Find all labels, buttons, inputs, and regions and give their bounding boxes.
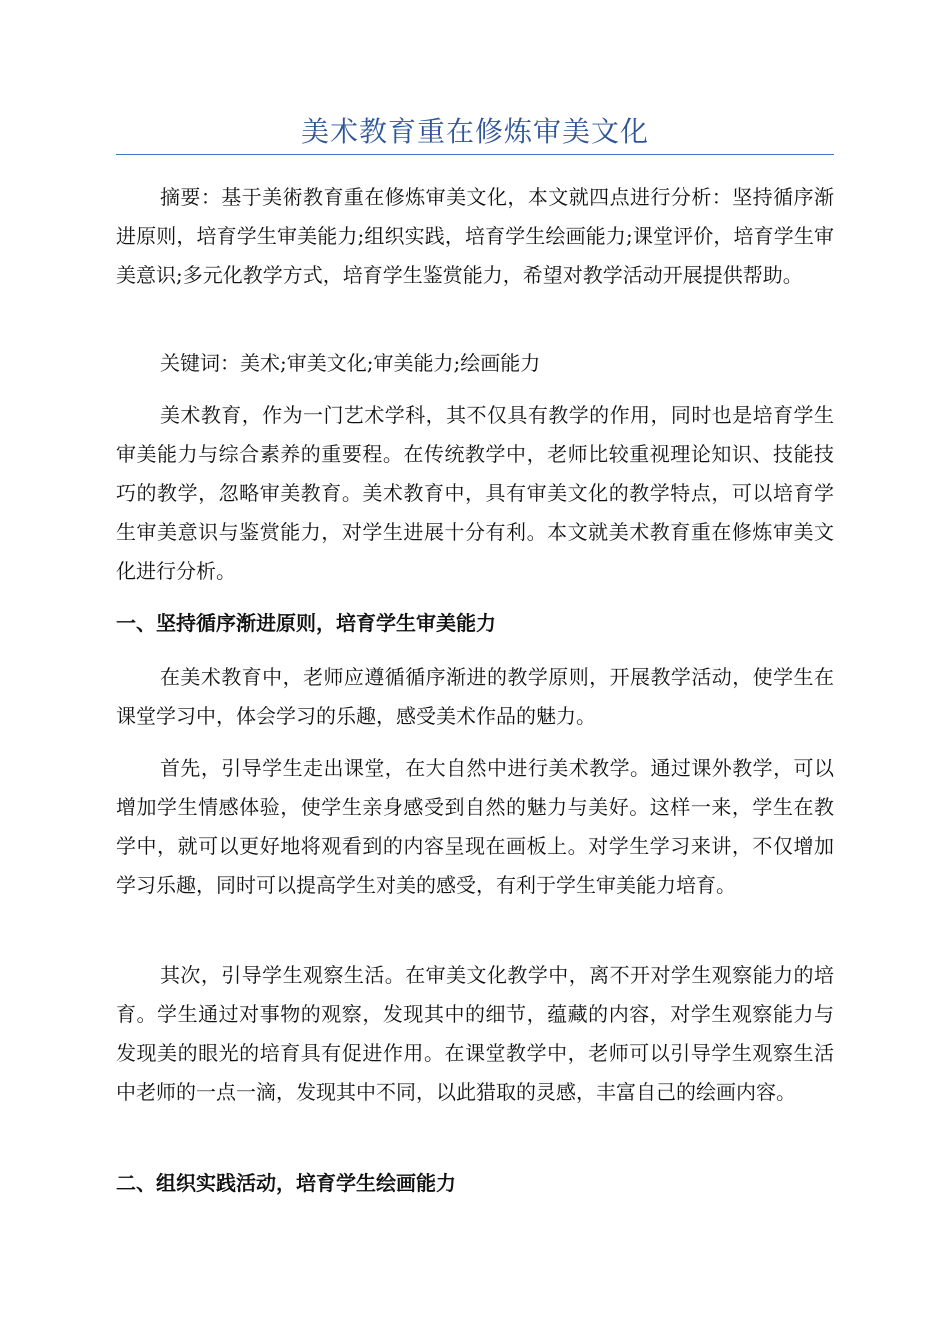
document-title: 美术教育重在修炼审美文化 [300, 115, 649, 148]
section-1-paragraph-2: 首先，引导学生走出课堂，在大自然中进行美术教学。通过课外教学，可以增加学生情感体验，使学生亲身感受到自然的魅力与美好。这样一来，学生在教学中，就可以更好地将观看到的内容呈现在画板上。对学生学习来讲，不仅增加学习乐趣，同时可以提高学生对美的感受，有利于学生审美能力培育。 [116, 756, 834, 897]
section-2-heading: 二、组织实践活动，培育学生绘画能力 [116, 1171, 456, 1195]
section-1-paragraph-1: 在美术教育中，老师应遵循循序渐进的教学原则，开展教学活动，使学生在课堂学习中，体会学习的乐趣，感受美术作品的魅力。 [116, 665, 834, 728]
abstract-paragraph: 摘要：基于美術教育重在修炼审美文化，本文就四点进行分析：坚持循序渐进原则，培育学生审美能力;组织实践，培育学生绘画能力;课堂评价，培育学生审美意识;多元化教学方式，培育学生鉴赏能力，希望对教学活动开展提供帮助。 [116, 185, 834, 287]
keywords-paragraph: 关键词：美术;审美文化;审美能力;绘画能力 [160, 351, 541, 375]
title-underline [116, 154, 834, 155]
section-1-heading: 一、坚持循序渐进原则，培育学生审美能力 [116, 611, 496, 635]
intro-paragraph: 美术教育，作为一门艺术学科，其不仅具有教学的作用，同时也是培育学生审美能力与综合素养的重要程。在传统教学中，老师比较重视理论知识、技能技巧的教学，忽略审美教育。美术教育中，具有审美文化的教学特点，可以培育学生审美意识与鉴赏能力，对学生进展十分有利。本文就美术教育重在修炼审美文化进行分析。 [116, 403, 834, 583]
section-1-paragraph-3: 其次，引导学生观察生活。在审美文化教学中，离不开对学生观察能力的培育。学生通过对事物的观察，发现其中的细节，蕴藏的内容，对学生观察能力与发现美的眼光的培育具有促进作用。在课堂教学中，老师可以引导学生观察生活中老师的一点一滴，发现其中不同，以此猎取的灵感，丰富自己的绘画内容。 [116, 963, 834, 1104]
